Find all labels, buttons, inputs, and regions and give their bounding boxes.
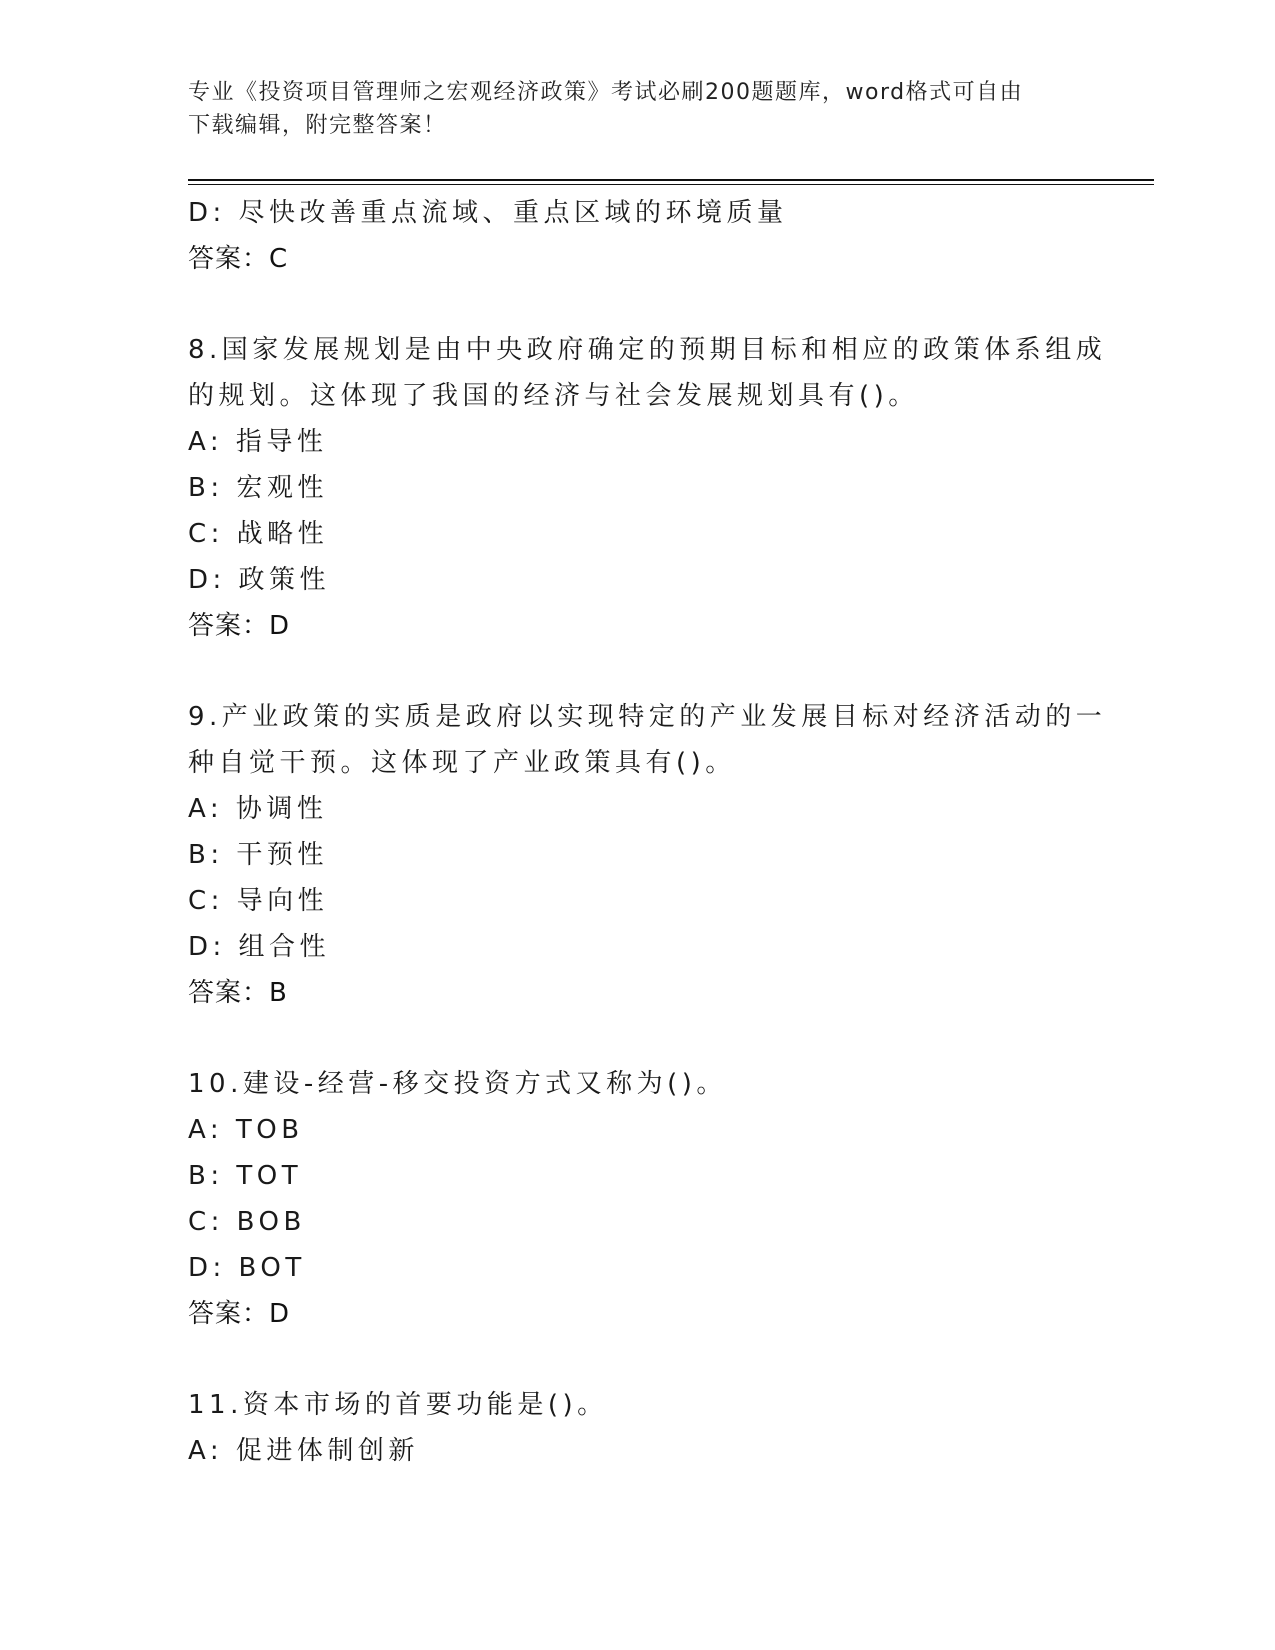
question-7-tail: [188, 190, 1068, 282]
header-line-2: 下载编辑，附完整答案！: [188, 113, 447, 138]
answer: 答案：C: [188, 244, 289, 274]
option-c: C: 导向性: [188, 886, 329, 916]
answer: 答案：D: [188, 611, 291, 641]
question-11: [188, 1382, 1068, 1474]
question-text: 8.国家发展规划是由中央政府确定的预期目标和相应的政策体系组成: [188, 335, 1107, 365]
question-9: [188, 694, 1107, 1016]
option-d: D: 政策性: [188, 565, 331, 595]
option-d: D: 尽快改善重点流域、重点区域的环境质量: [188, 198, 788, 228]
question-8: [188, 327, 1107, 649]
question-10: [188, 1061, 1068, 1337]
header-rule-thick: [188, 179, 1154, 181]
question-text: 的规划。这体现了我国的经济与社会发展规划具有()。: [188, 381, 919, 411]
document-body: [188, 190, 1107, 1474]
answer: 答案：B: [188, 978, 288, 1008]
question-text: 10.建设-经营-移交投资方式又称为()。: [188, 1069, 727, 1099]
header-line-1: 专业《投资项目管理师之宏观经济政策》考试必刷200题题库，word格式可自由: [188, 80, 1024, 105]
question-text: 种自觉干预。这体现了产业政策具有()。: [188, 748, 736, 778]
option-a: A: TOB: [188, 1115, 304, 1145]
option-b: B: 干预性: [188, 840, 328, 870]
option-d: D: 组合性: [188, 932, 331, 962]
document-header: [188, 76, 1088, 142]
option-a: A: 协调性: [188, 794, 328, 824]
question-text: 11.资本市场的首要功能是()。: [188, 1390, 608, 1420]
option-d: D: BOT: [188, 1253, 306, 1283]
answer: 答案：D: [188, 1299, 291, 1329]
option-b: B: TOT: [188, 1161, 303, 1191]
question-text: 9.产业政策的实质是政府以实现特定的产业发展目标对经济活动的一: [188, 702, 1107, 732]
option-a: A: 促进体制创新: [188, 1436, 419, 1466]
header-rule-thin: [188, 184, 1154, 185]
option-a: A: 指导性: [188, 427, 328, 457]
option-c: C: 战略性: [188, 519, 329, 549]
option-b: B: 宏观性: [188, 473, 328, 503]
option-c: C: BOB: [188, 1207, 306, 1237]
